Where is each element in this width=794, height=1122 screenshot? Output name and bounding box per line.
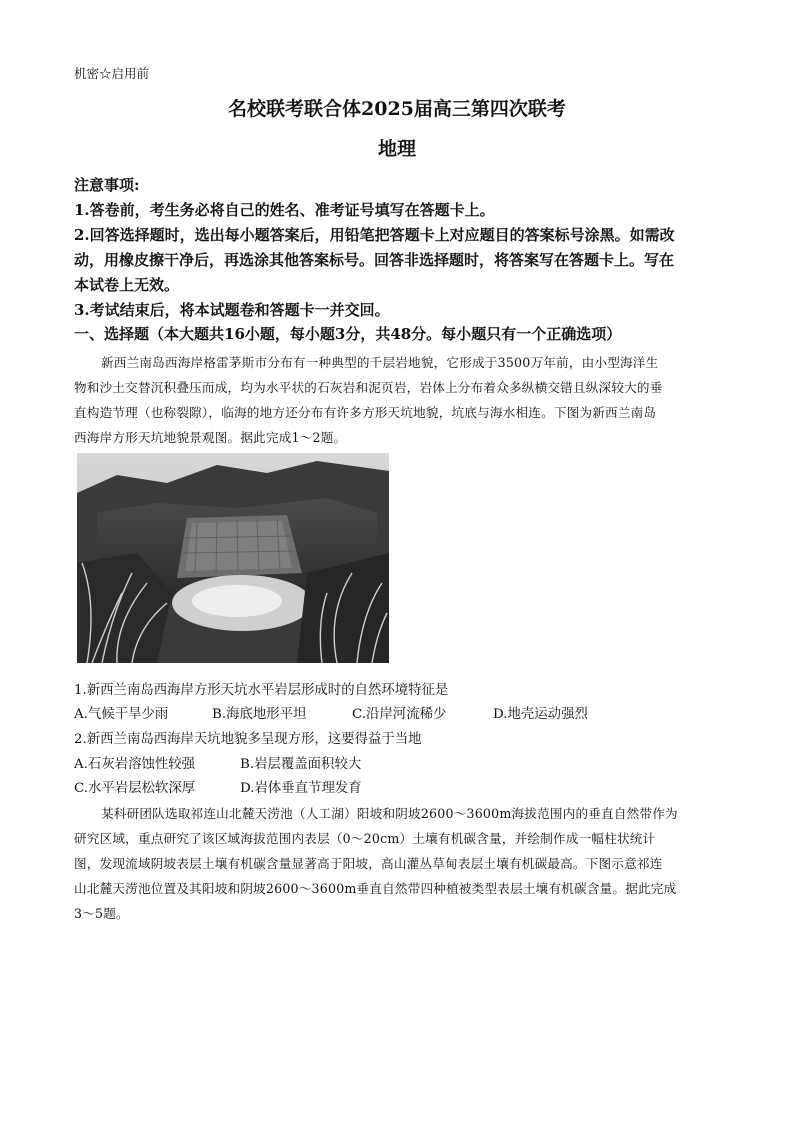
passage-1-line-4: 西海岸方形天坑地貌景观图。据此完成1～2题。	[74, 430, 347, 445]
confidential-label: 机密☆启用前	[74, 66, 150, 81]
passage-2-line-5: 3～5题。	[74, 906, 129, 921]
notice-item-2-line-2: 动，用橡皮擦干净后，再选涂其他答案标号。回答非选择题时，将答案写在答题卡上。写在	[74, 251, 675, 269]
notice-item-2-line-3: 本试卷上无效。	[74, 276, 180, 294]
question-2-option-c[interactable]: C.水平岩层松软深厚	[74, 781, 196, 796]
notice-heading: 注意事项:	[74, 176, 140, 194]
passage-2-line-1: 某科研团队选取祁连山北麓天涝池（人工湖）阳坡和阴坡2600～3600m海拔范围内的垂直自然带作为	[101, 806, 678, 821]
question-2-option-a[interactable]: A.石灰岩溶蚀性较强	[74, 757, 196, 772]
section-heading: 一、选择题（本大题共16小题，每小题3分，共48分。每小题只有一个正确选项）	[74, 325, 622, 343]
photo-landscape-icon	[77, 453, 389, 663]
notice-item-2-line-1: 2.回答选择题时，选出每小题答案后，用铅笔把答题卡上对应题目的答案标号涂黑。如需改	[74, 226, 675, 244]
question-2-option-b[interactable]: B.岩层覆盖面积较大	[240, 757, 362, 772]
notice-item-1: 1.答卷前，考生务必将自己的姓名、准考证号填写在答题卡上。	[74, 201, 495, 219]
question-1-option-a[interactable]: A.气候干旱少雨	[74, 707, 169, 722]
passage-2-line-4: 山北麓天涝池位置及其阳坡和阴坡2600～3600m垂直自然带四种植被类型表层土壤有机碳含量。据此完成	[74, 881, 677, 896]
exam-title: 名校联考联合体2025届高三第四次联考	[228, 98, 566, 120]
question-2-stem: 2.新西兰南岛西海岸天坑地貌多呈现方形，这要得益于当地	[74, 732, 422, 747]
passage-1-line-1: 新西兰南岛西海岸格雷茅斯市分布有一种典型的千层岩地貌，它形成于3500万年前，由小型海洋生	[101, 355, 659, 370]
question-1-option-d[interactable]: D.地壳运动强烈	[493, 707, 588, 722]
question-1-option-b[interactable]: B.海底地形平坦	[212, 707, 307, 722]
subject-title: 地理	[377, 138, 416, 160]
passage-1-line-3: 直构造节理（也称裂隙），临海的地方还分布有许多方形天坑地貌，坑底与海水相连。下图为新西兰南岛	[74, 405, 657, 420]
passage-2-line-3: 图，发现流域阴坡表层土壤有机碳含量显著高于阳坡，高山灌丛草甸表层土壤有机碳最高。下图示意祁连	[74, 856, 663, 871]
passage-2-line-2: 研究区域，重点研究了该区域海拔范围内表层（0～20cm）土壤有机碳含量，并绘制作成一幅柱状统计	[74, 831, 656, 846]
question-1-stem: 1.新西兰南岛西海岸方形天坑水平岩层形成时的自然环境特征是	[74, 683, 449, 698]
passage-1-line-2: 物和沙土交替沉积叠压而成，均为水平状的石灰岩和泥页岩，岩体上分布着众多纵横交错且纵深较大的垂	[74, 380, 663, 395]
question-1-option-c[interactable]: C.沿岸河流稀少	[352, 707, 447, 722]
question-2-option-d[interactable]: D.岩体垂直节理发育	[240, 781, 362, 796]
notice-item-3: 3.考试结束后，将本试题卷和答题卡一并交回。	[74, 301, 390, 319]
sinkhole-landscape-photo	[77, 453, 389, 663]
